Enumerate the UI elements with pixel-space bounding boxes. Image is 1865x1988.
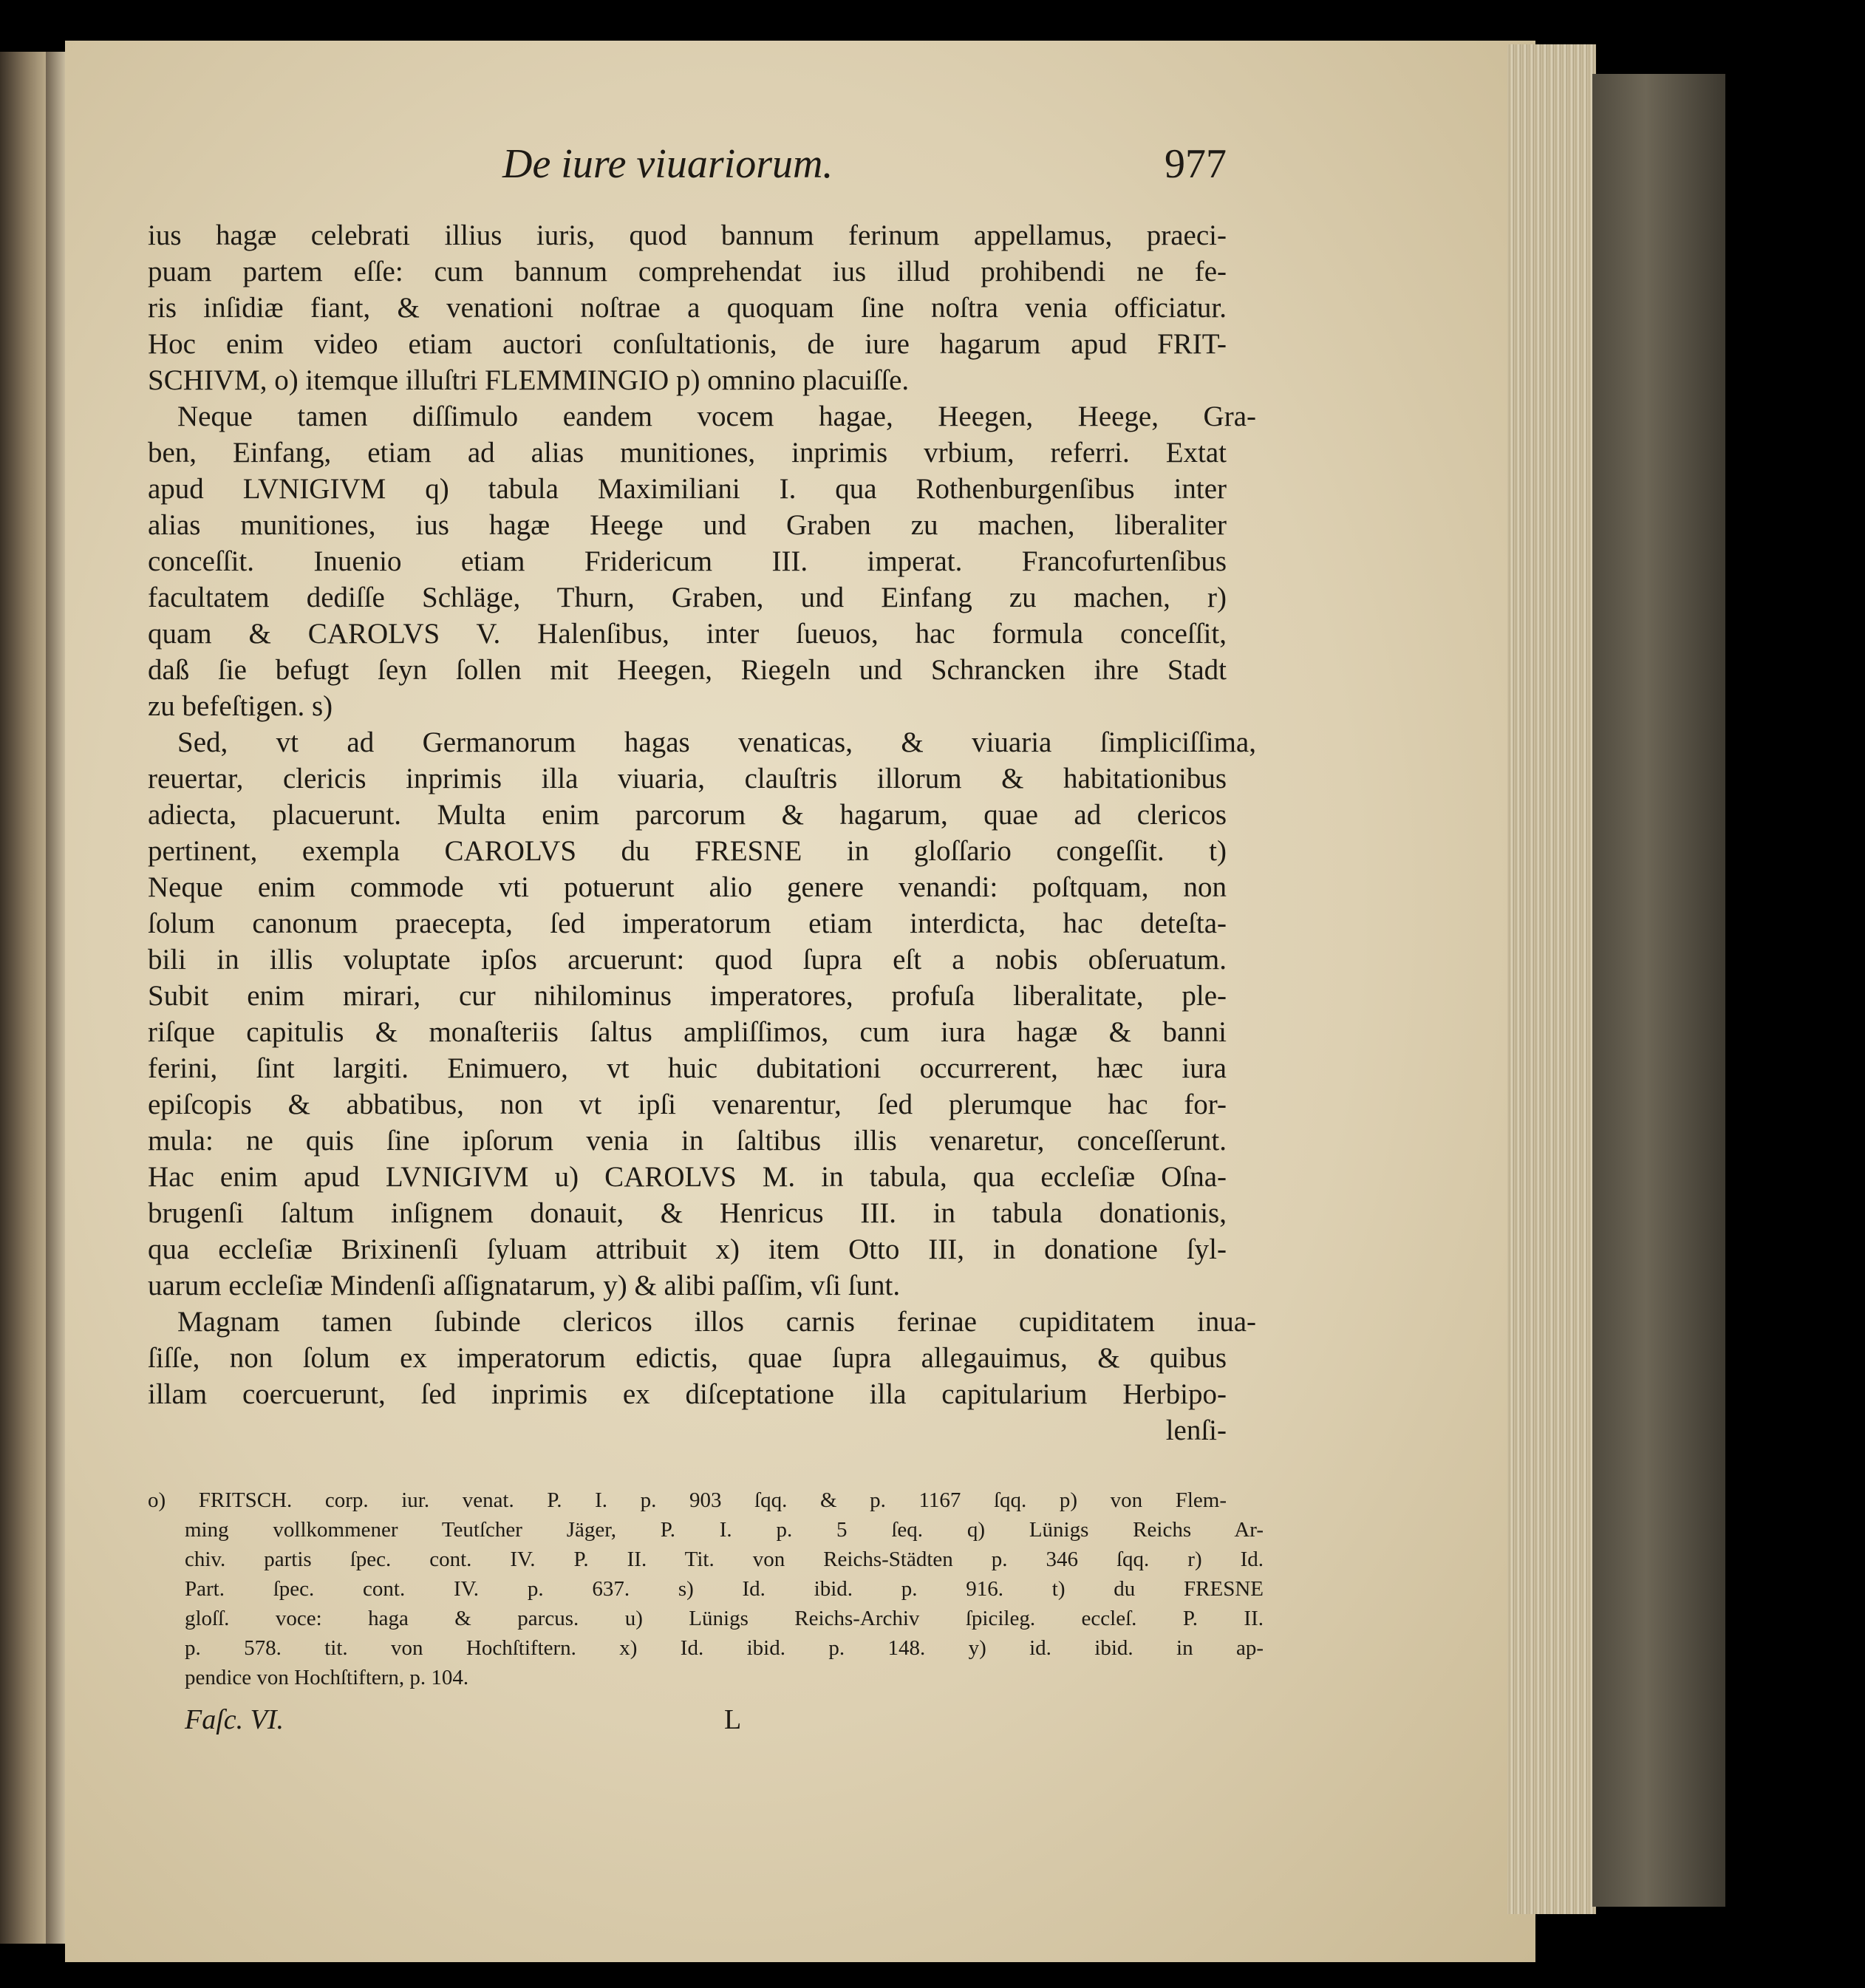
signature-mark: L	[724, 1704, 742, 1735]
text-line: adiecta, placuerunt. Multa enim parcorum & hagarum, quae ad clericos	[148, 799, 1227, 831]
book-cover	[1592, 74, 1725, 1907]
footnote-line: chiv. partis ſpec. cont. IV. P. II. Tit. von Reichs-Städten p. 346 ſqq. r) Id.	[185, 1548, 1264, 1571]
footnote-line: ming vollkommener Teutſcher Jäger, P. I. p. 5 ſeq. q) Lünigs Reichs Ar-	[185, 1518, 1264, 1542]
text-line: brugenſi ſaltum inſignem donauit, & Henricus III. in tabula donationis,	[148, 1197, 1227, 1229]
text-line: facultatem dediſſe Schläge, Thurn, Graben, und Einfang zu machen, r)	[148, 582, 1227, 613]
text-line: mula: ne quis ſine ipſorum venia in ſaltibus illis venaretur, conceſſerunt.	[148, 1125, 1227, 1157]
text-block	[148, 140, 1264, 1862]
text-line: illam coercuerunt, ſed inprimis ex diſceptatione illa capitularium Herbipo-	[148, 1378, 1227, 1410]
text-line: riſque capitulis & monaſteriis ſaltus ampliſſimos, cum iura hagæ & banni	[148, 1016, 1227, 1048]
text-line: pertinent, exempla CAROLVS du FRESNE in gloſſario congeſſit. t)	[148, 835, 1227, 867]
text-line: alias munitiones, ius hagæ Heege und Graben zu machen, liberaliter	[148, 509, 1227, 541]
text-line: Magnam tamen ſubinde clericos illos carnis ferinae cupiditatem inua-	[177, 1306, 1256, 1338]
text-line: qua eccleſiæ Brixinenſi ſyluam attribuit x) item Otto III, in donatione ſyl-	[148, 1233, 1227, 1265]
text-line: ſiſſe, non ſolum ex imperatorum edictis, quae ſupra allegauimus, & quibus	[148, 1342, 1227, 1374]
text-line: zu befeſtigen. s)	[148, 690, 333, 722]
text-line: Hac enim apud LVNIGIVM u) CAROLVS M. in tabula, qua eccleſiæ Oſna-	[148, 1161, 1227, 1193]
running-head-title: De iure viuariorum.	[502, 141, 833, 187]
text-line: apud LVNIGIVM q) tabula Maximiliani I. qua Rothenburgenſibus inter	[148, 473, 1227, 505]
text-line: SCHIVM, o) itemque illuſtri FLEMMINGIO p) omnino placuiſſe.	[148, 364, 910, 396]
page-number: 977	[1165, 141, 1227, 187]
text-line: daß ſie befugt ſeyn ſollen mit Heegen, Riegeln und Schrancken ihre Stadt	[148, 654, 1227, 686]
text-line: ben, Einfang, etiam ad alias munitiones, inprimis vrbium, referri. Extat	[148, 437, 1227, 469]
text-line: ſolum canonum praecepta, ſed imperatorum etiam interdicta, hac deteſta-	[148, 908, 1227, 939]
footnote-line: p. 578. tit. von Hochſtiftern. x) Id. ibid. p. 148. y) id. ibid. in ap-	[185, 1636, 1264, 1660]
footnote-line: pendice von Hochſtiftern, p. 104.	[185, 1666, 469, 1689]
text-line: quam & CAROLVS V. Halenſibus, inter ſueuos, hac formula conceſſit,	[148, 618, 1227, 650]
page-edges	[1507, 44, 1596, 1914]
text-line: Sed, vt ad Germanorum hagas venaticas, & viuaria ſimpliciſſima,	[177, 726, 1256, 758]
text-line: conceſſit. Inuenio etiam Fridericum III. imperat. Francofurtenſibus	[148, 545, 1227, 577]
text-line: ferini, ſint largiti. Enimuero, vt huic dubitationi occurrerent, hæc iura	[148, 1052, 1227, 1084]
text-line: bili in illis voluptate ipſos arcuerunt: quod ſupra eſt a nobis obſeruatum.	[148, 944, 1227, 976]
text-line: uarum eccleſiæ Mindenſi aſſignatarum, y) & alibi paſſim, vſi ſunt.	[148, 1270, 901, 1301]
text-line: epiſcopis & abbatibus, non vt ipſi venarentur, ſed plerumque hac for-	[148, 1089, 1227, 1120]
footnote-line: o) FRITSCH. corp. iur. venat. P. I. p. 903 ſqq. & p. 1167 ſqq. p) von Flem-	[148, 1488, 1227, 1512]
text-line: Neque tamen diſſimulo eandem vocem hagae, Heegen, Heege, Gra-	[177, 401, 1256, 432]
text-line: Subit enim mirari, cur nihilominus imperatores, profuſa liberalitate, ple-	[148, 980, 1227, 1012]
footnote-line: Part. ſpec. cont. IV. p. 637. s) Id. ibid. p. 916. t) du FRESNE	[185, 1577, 1264, 1601]
text-line: Hoc enim video etiam auctori conſultationis, de iure hagarum apud FRIT-	[148, 328, 1227, 360]
fascicle-signature: Faſc. VI.	[185, 1704, 284, 1735]
footnote-line: gloſſ. voce: haga & parcus. u) Lünigs Reichs-Archiv ſpicileg. eccleſ. P. II.	[185, 1607, 1264, 1630]
text-line: Neque enim commode vti potuerunt alio genere venandi: poſtquam, non	[148, 871, 1227, 903]
left-page-edge	[0, 52, 46, 1944]
text-line: reuertar, clericis inprimis illa viuaria, clauſtris illorum & habitationibus	[148, 763, 1227, 794]
text-line: ius hagæ celebrati illius iuris, quod bannum ferinum appellamus, praeci-	[148, 219, 1227, 251]
text-line: ris inſidiæ fiant, & venationi noſtrae a quoquam ſine noſtra venia officiatur.	[148, 292, 1227, 324]
text-line: lenſi-	[1165, 1415, 1227, 1446]
text-line: puam partem eſſe: cum bannum comprehendat ius illud prohibendi ne fe-	[148, 256, 1227, 287]
running-head	[148, 140, 1227, 207]
